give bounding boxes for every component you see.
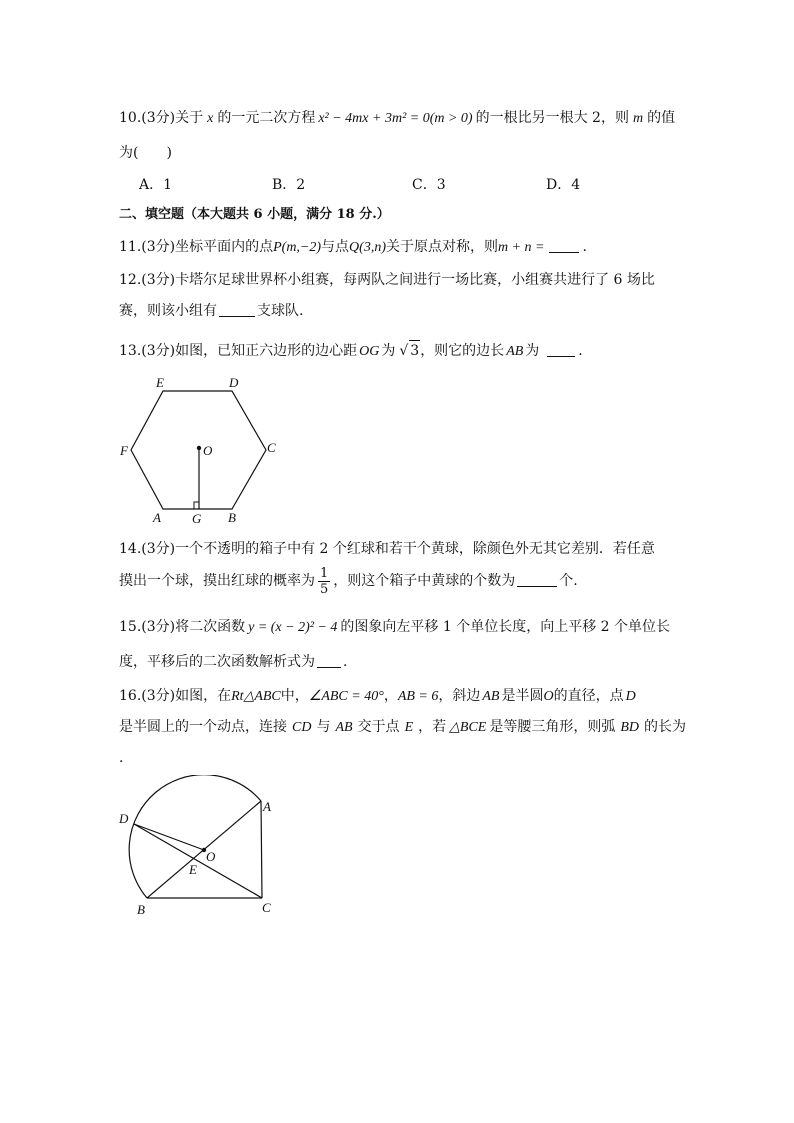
label-f: F — [120, 443, 128, 458]
q10-line1 — [119, 108, 675, 129]
q11-expr: m + n = — [497, 240, 545, 255]
label-o: O — [203, 443, 213, 458]
label-b: B — [228, 510, 236, 525]
q16-text-2c: 交于点 — [357, 719, 400, 735]
q11-end: . — [582, 239, 587, 255]
q10-equation: x² − 4mx + 3m² = 0(m > 0) — [318, 111, 473, 126]
q16-ab: AB — [482, 689, 500, 704]
q16-e: E — [404, 720, 414, 735]
q13-og: OG — [359, 344, 380, 359]
q15-score: (3分) — [141, 619, 176, 635]
q13-end: . — [578, 343, 583, 359]
q13-number: 13. — [119, 343, 142, 359]
q12-text-2b: 支球队. — [257, 303, 304, 319]
q13-ab: AB — [506, 344, 524, 359]
q15-text-2a: 度，平移后的二次函数解析式为 — [119, 654, 315, 670]
q16-text-b: 中， — [280, 688, 309, 704]
q12-answer-blank[interactable] — [219, 302, 255, 317]
semicircle-figure — [110, 775, 290, 925]
q10-var-m: m — [632, 111, 644, 126]
q10-score: (3分) — [141, 110, 176, 126]
q16-text-2e: 是等腰三角形，则弧 — [489, 719, 616, 735]
q11-line — [119, 237, 587, 258]
side-ac — [261, 801, 262, 898]
label-e: E — [156, 375, 164, 390]
section-title: 二、填空题（本大题共 6 小题，满分 18 分.） — [119, 207, 390, 222]
q11-text-c: 关于原点对称，则 — [385, 239, 498, 255]
q14-text-2c: 个. — [559, 573, 578, 589]
q14-frac-num: 1 — [320, 565, 329, 581]
q10-var-x: x — [207, 111, 214, 126]
label-d: D — [229, 375, 239, 390]
q10-text-b: 的一元二次方程 — [217, 110, 316, 126]
q11-point-q: Q(3,n) — [349, 240, 386, 255]
q12-text-2a: 赛，则该小组有 — [119, 303, 217, 319]
q13-text-b: 为 — [381, 343, 396, 359]
q14-number: 14. — [119, 541, 142, 557]
q11-number: 11. — [119, 239, 142, 255]
q10-option-c: C．3 — [412, 177, 446, 193]
label-c: C — [262, 900, 271, 915]
q16-tri: △BCE — [449, 720, 487, 735]
semicircle-arc — [129, 775, 261, 898]
q16-text-a: 如图，在 — [175, 688, 232, 704]
q16-line2 — [119, 717, 686, 738]
q15-end: . — [343, 654, 348, 670]
q10-number: 10. — [119, 110, 142, 126]
q16-line1 — [119, 686, 636, 707]
label-b: B — [137, 902, 145, 917]
q15-func: y = (x − 2)² − 4 — [248, 620, 338, 635]
q10-option-b: B．2 — [272, 177, 306, 193]
q10-text-a: 关于 — [175, 110, 204, 126]
q12-score: (3分) — [141, 272, 176, 288]
q15-number: 15. — [119, 619, 142, 635]
q11-answer-blank[interactable] — [549, 238, 579, 253]
q13-score: (3分) — [141, 343, 176, 359]
q14-answer-blank[interactable] — [517, 572, 557, 587]
q11-text-b: 与点 — [321, 239, 350, 255]
q10-option-a: A．1 — [139, 177, 173, 193]
q14-frac-den: 5 — [320, 581, 329, 597]
q12-line1 — [119, 270, 655, 290]
q13-answer-blank[interactable] — [547, 342, 575, 357]
label-e: E — [189, 862, 197, 877]
label-a: A — [263, 799, 271, 814]
q16-ab2: AB — [335, 720, 353, 735]
q13-sqrt-value: 3 — [409, 340, 420, 361]
segment-dc — [134, 824, 262, 898]
q14-score: (3分) — [141, 541, 176, 557]
q16-text-2a: 是半圆上的一个动点，连接 — [119, 719, 287, 735]
label-a: A — [153, 510, 161, 525]
q11-score: (3分) — [141, 239, 176, 255]
q14-fraction — [318, 566, 330, 597]
q16-cd: CD — [292, 720, 312, 735]
q14-text-2b: ，则这个箱子中黄球的个数为 — [333, 573, 516, 589]
q16-rt: Rt△ABC — [231, 689, 281, 704]
q16-text-d: 是半圆 — [501, 688, 544, 704]
hexagon-figure — [110, 375, 290, 525]
q16-line3: . — [119, 750, 124, 766]
q15-text-b: 的图象向左平移 1 个单位长度，向上平移 2 个单位长 — [340, 619, 671, 635]
q15-line1 — [119, 617, 670, 638]
label-g: G — [192, 511, 202, 525]
q13-line — [119, 340, 583, 362]
q16-angle: ∠ABC = 40° — [308, 689, 384, 704]
center-point-o — [197, 446, 201, 450]
q16-score: (3分) — [141, 688, 176, 704]
q16-bd: BD — [620, 720, 640, 735]
q13-text-d: 为 — [525, 343, 540, 359]
q11-text-a: 坐标平面内的点 — [175, 239, 274, 255]
q13-text-a: 如图，已知正六边形的边心距 — [175, 343, 358, 359]
q11-point-p: P(m,−2) — [273, 240, 322, 255]
q15-line2 — [119, 652, 347, 672]
q14-line1 — [119, 539, 655, 559]
q15-text-a: 将二次函数 — [175, 619, 246, 635]
q10-text-c: 的一根比另一根大 2，则 — [475, 110, 629, 126]
q12-number: 12. — [119, 272, 142, 288]
right-angle-mark — [194, 502, 199, 509]
q10-line2: 为( ) — [119, 145, 172, 161]
q14-text-2a: 摸出一个球，摸出红球的概率为 — [119, 573, 315, 589]
q14-text-1: 一个不透明的箱子中有 2 个红球和若干个黄球，除颜色外无其它差别．若任意 — [175, 541, 655, 557]
q16-text-e: 的直径，点 — [553, 688, 624, 704]
q14-line2 — [119, 563, 578, 599]
q16-ab-value: AB = 6 — [397, 689, 439, 704]
q15-answer-blank[interactable] — [317, 653, 341, 668]
label-c: C — [267, 440, 276, 455]
q16-o: O — [543, 689, 554, 704]
q13-sqrt-sign: √ — [399, 343, 409, 359]
q10-text-d: 的值 — [647, 110, 676, 126]
q13-text-c: ，则它的边长 — [420, 343, 505, 359]
q16-text-2f: 的长为 — [644, 719, 687, 735]
q10-option-d: D．4 — [546, 177, 581, 193]
label-o: O — [206, 849, 216, 864]
q12-text-1: 卡塔尔足球世界杯小组赛，每两队之间进行一场比赛，小组赛共进行了 6 场比 — [175, 272, 655, 288]
label-d: D — [119, 811, 129, 826]
q16-comma: ， — [383, 688, 398, 704]
q16-number: 16. — [119, 688, 142, 704]
q16-text-2d: ，若 — [418, 719, 447, 735]
q16-text-c: ，斜边 — [438, 688, 481, 704]
q16-text-2b: 与 — [316, 719, 331, 735]
segment-do — [134, 824, 204, 850]
q12-line2 — [119, 301, 303, 321]
q16-d: D — [625, 689, 636, 704]
